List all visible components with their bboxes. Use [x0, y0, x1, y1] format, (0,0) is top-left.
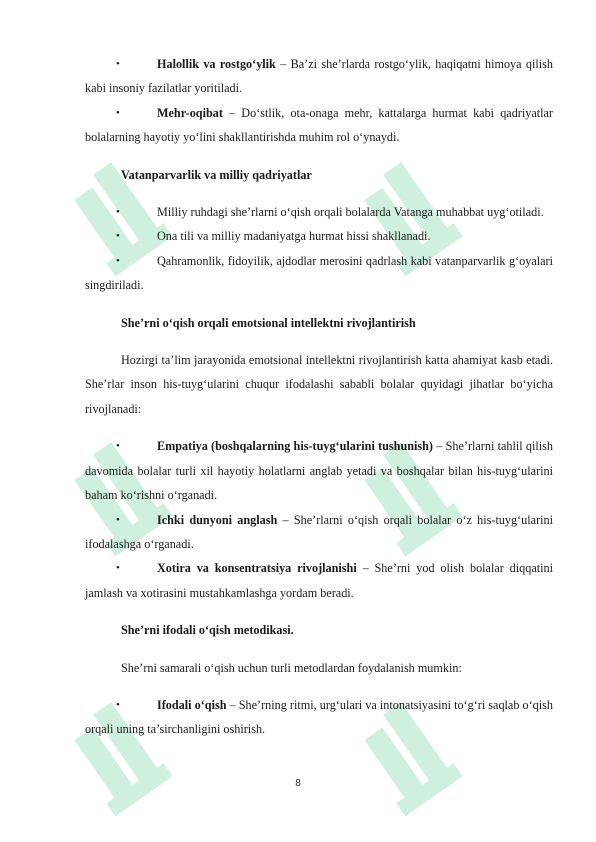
bullet-text: Milliy ruhdagi she’rlarni o‘qish orqali bolalarda Vatanga muhabbat uyg‘otiladi.: [157, 205, 544, 220]
bullet-marker: •: [116, 562, 120, 575]
bullet-marker: •: [116, 106, 120, 119]
bullet-text: Qahramonlik, fidoyilik, ajdodlar merosini qadrlash kabi vatanparvarlik g‘oyalari singdiriladi.: [85, 253, 553, 293]
bullet-text: – She’rlarni o‘qish orqali bolalar o‘z his-tuyg‘ularini ifodalashga o‘rganadi.: [85, 512, 553, 551]
bullet-item: [85, 200, 553, 224]
bullet-marker: •: [116, 58, 120, 70]
bullet-item: [85, 249, 553, 298]
bullet-text: – She’rni yod olish bolalar diqqatini jamlash va xotirasini mustahkamlashga yordam beradi.: [85, 561, 553, 600]
bullet-term: Xotira va konsentratsiya rivojlanishi: [157, 561, 357, 576]
paragraph: She’rni samarali o‘qish uchun turli metodlardan foydalanish mumkin:: [121, 660, 462, 675]
bullet-marker: •: [116, 230, 120, 243]
bullet-item: [85, 52, 553, 101]
bullet-term: Mehr-oqibat: [157, 105, 223, 120]
bullet-item: [85, 556, 553, 605]
bullet-text: – She’rlarni tahlil qilish davomida bolalar turli xil hayotiy holatlarni anglab yetadi va boshqalar bilan his-tuyg‘ularini baham ko‘rishni o‘rganadi.: [85, 439, 553, 503]
document-body: [85, 52, 553, 742]
paragraph: Hozirgi ta’lim jarayonida emotsional intellektni rivojlantirish katta ahamiyat kasb etadi. She’rlar inson his-tuyg‘ularini chuqur ifodalashi sababli bolalar quyidagi jihatlar bo‘yicha rivojlanadi:: [85, 353, 553, 416]
bullet-item: [85, 693, 553, 742]
bullet-item: [85, 508, 553, 557]
bullet-marker: •: [116, 698, 120, 711]
bullet-term: Ichki dunyoni anglash: [157, 512, 278, 527]
bullet-text: – Do‘stlik, ota-onaga mehr, kattalarga hurmat kabi qadriyatlar bolalarning hayotiy yo‘lini shakllantirishda muhim rol o‘ynaydi.: [85, 105, 553, 145]
bullet-marker: •: [116, 440, 120, 453]
page-number: 8: [295, 778, 301, 789]
bullet-marker: •: [116, 254, 120, 267]
bullet-text: – She’rning ritmi, urg‘ulari va intonatsiyasini to‘g‘ri saqlab o‘qish orqali uning ta’sirchanligini oshirish.: [85, 697, 553, 737]
bullet-term: Empatiya (boshqalarning his-tuyg‘ularini tushunish): [157, 439, 433, 454]
bullet-item: [85, 101, 553, 150]
bullet-item: [85, 224, 553, 248]
bullet-term: Ifodali o‘qish: [157, 697, 227, 712]
bullet-marker: •: [116, 206, 120, 219]
bullet-text: – Ba’zi she’rlarda rostgo‘ylik, haqiqatni himoya qilish kabi insoniy fazilatlar yoritiladi.: [85, 57, 553, 96]
bullet-term: Halollik va rostgo‘ylik: [157, 57, 276, 71]
bullet-item: [85, 434, 553, 507]
section-heading: She’rni o‘qish orqali emotsional intellektni rivojlantirish: [121, 315, 416, 330]
section-heading: She’rni ifodali o‘qish metodikasi.: [121, 623, 294, 638]
bullet-marker: •: [116, 513, 120, 526]
bullet-text: Ona tili va milliy madaniyatga hurmat hissi shakllanadi.: [157, 229, 431, 244]
section-heading: Vatanparvarlik va milliy qadriyatlar: [121, 167, 312, 182]
